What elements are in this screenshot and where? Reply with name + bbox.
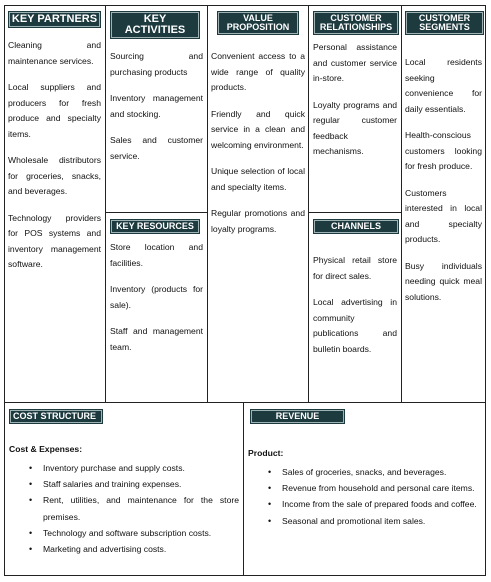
list-item: • Staff salaries and training expenses. bbox=[43, 476, 239, 492]
key-resources-header: KEY RESOURCES bbox=[110, 219, 200, 234]
revenue-subtitle: Product: bbox=[248, 448, 284, 458]
divider bbox=[105, 5, 106, 403]
channels-section bbox=[313, 219, 397, 368]
list-item: Cleaning and maintenance services. bbox=[8, 40, 101, 66]
cost-structure-section bbox=[9, 409, 239, 557]
list-item: Unique selection of local and specialty items. bbox=[211, 166, 305, 192]
list-item: Wholesale distributors for groceries, snacks, and beverages. bbox=[8, 155, 101, 196]
divider bbox=[4, 402, 486, 403]
customer-relationships-header: CUSTOMER RELATIONSHIPS bbox=[313, 11, 399, 35]
customer-segments-section bbox=[405, 11, 482, 316]
list-item: Convenient access to a wide range of quality products. bbox=[211, 51, 305, 92]
list-item: Regular promotions and loyalty programs. bbox=[211, 208, 305, 234]
revenue-list bbox=[248, 464, 482, 529]
key-activities-section bbox=[110, 11, 203, 175]
divider bbox=[401, 5, 402, 403]
list-item: • Revenue from household and personal care items. bbox=[282, 480, 482, 496]
cost-structure-header: COST STRUCTURE bbox=[9, 409, 103, 424]
list-item: Local residents seeking convenience for daily essentials. bbox=[405, 57, 482, 114]
customer-segments-header: CUSTOMER SEGMENTS bbox=[405, 11, 484, 35]
list-item: • Income from the sale of prepared foods and coffee. bbox=[282, 496, 482, 512]
divider bbox=[308, 5, 309, 403]
revenue-section bbox=[248, 409, 482, 529]
key-partners-list bbox=[8, 38, 101, 273]
list-item: • Sales of groceries, snacks, and beverages. bbox=[282, 464, 482, 480]
value-proposition-list bbox=[211, 49, 305, 237]
list-item: Customers interested in local and specialty products. bbox=[405, 187, 482, 244]
key-resources-section bbox=[110, 219, 203, 366]
key-partners-section bbox=[8, 11, 101, 284]
list-item: Loyalty programs and regular customer feedback mechanisms. bbox=[313, 99, 397, 156]
list-item: • Seasonal and promotional item sales. bbox=[282, 513, 482, 529]
divider bbox=[105, 212, 207, 213]
cost-structure-subtitle: Cost & Expenses: bbox=[9, 444, 83, 454]
value-proposition-section bbox=[211, 11, 305, 248]
value-proposition-header: VALUE PROPOSITION bbox=[217, 11, 299, 35]
list-item: Sales and customer service. bbox=[110, 135, 203, 161]
list-item: Inventory management and stocking. bbox=[110, 93, 203, 119]
divider bbox=[207, 5, 208, 403]
list-item: • Marketing and advertising costs. bbox=[43, 541, 239, 557]
list-item: Friendly and quick service in a clean and welcoming environment. bbox=[211, 108, 305, 150]
key-activities-header: KEY ACTIVITIES bbox=[110, 11, 200, 39]
list-item: Sourcing and purchasing products bbox=[110, 51, 203, 77]
list-item: Personal assistance and customer service in-store. bbox=[313, 42, 397, 83]
customer-relationships-list bbox=[313, 40, 397, 160]
list-item: Local suppliers and producers for fresh produce and specialty items. bbox=[8, 82, 101, 139]
list-item: Staff and management team. bbox=[110, 326, 203, 352]
list-item: • Rent, utilities, and maintenance for the store premises. bbox=[43, 492, 239, 524]
channels-header: CHANNELS bbox=[313, 219, 399, 234]
list-item: Busy individuals needing quick meal solutions. bbox=[405, 260, 482, 302]
customer-segments-list bbox=[405, 55, 482, 305]
key-resources-list bbox=[110, 240, 203, 355]
list-item: Local advertising in community publications and bulletin boards. bbox=[313, 297, 397, 354]
list-item: Store location and facilities. bbox=[110, 242, 203, 268]
list-item: Inventory (products for sale). bbox=[110, 284, 203, 310]
divider bbox=[308, 212, 401, 213]
revenue-header: REVENUE bbox=[250, 409, 345, 424]
channels-list bbox=[313, 253, 397, 357]
list-item: • Technology and software subscription costs. bbox=[43, 525, 239, 541]
key-activities-list bbox=[110, 49, 203, 164]
cost-structure-list bbox=[9, 460, 239, 557]
list-item: • Inventory purchase and supply costs. bbox=[43, 460, 239, 476]
divider bbox=[243, 402, 244, 576]
customer-relationships-section bbox=[313, 11, 397, 171]
key-partners-header: KEY PARTNERS bbox=[8, 11, 101, 28]
list-item: Technology providers for POS systems and inventory management software. bbox=[8, 212, 101, 269]
list-item: Health-conscious customers looking for fresh produce. bbox=[405, 130, 482, 171]
list-item: Physical retail store for direct sales. bbox=[313, 255, 397, 281]
